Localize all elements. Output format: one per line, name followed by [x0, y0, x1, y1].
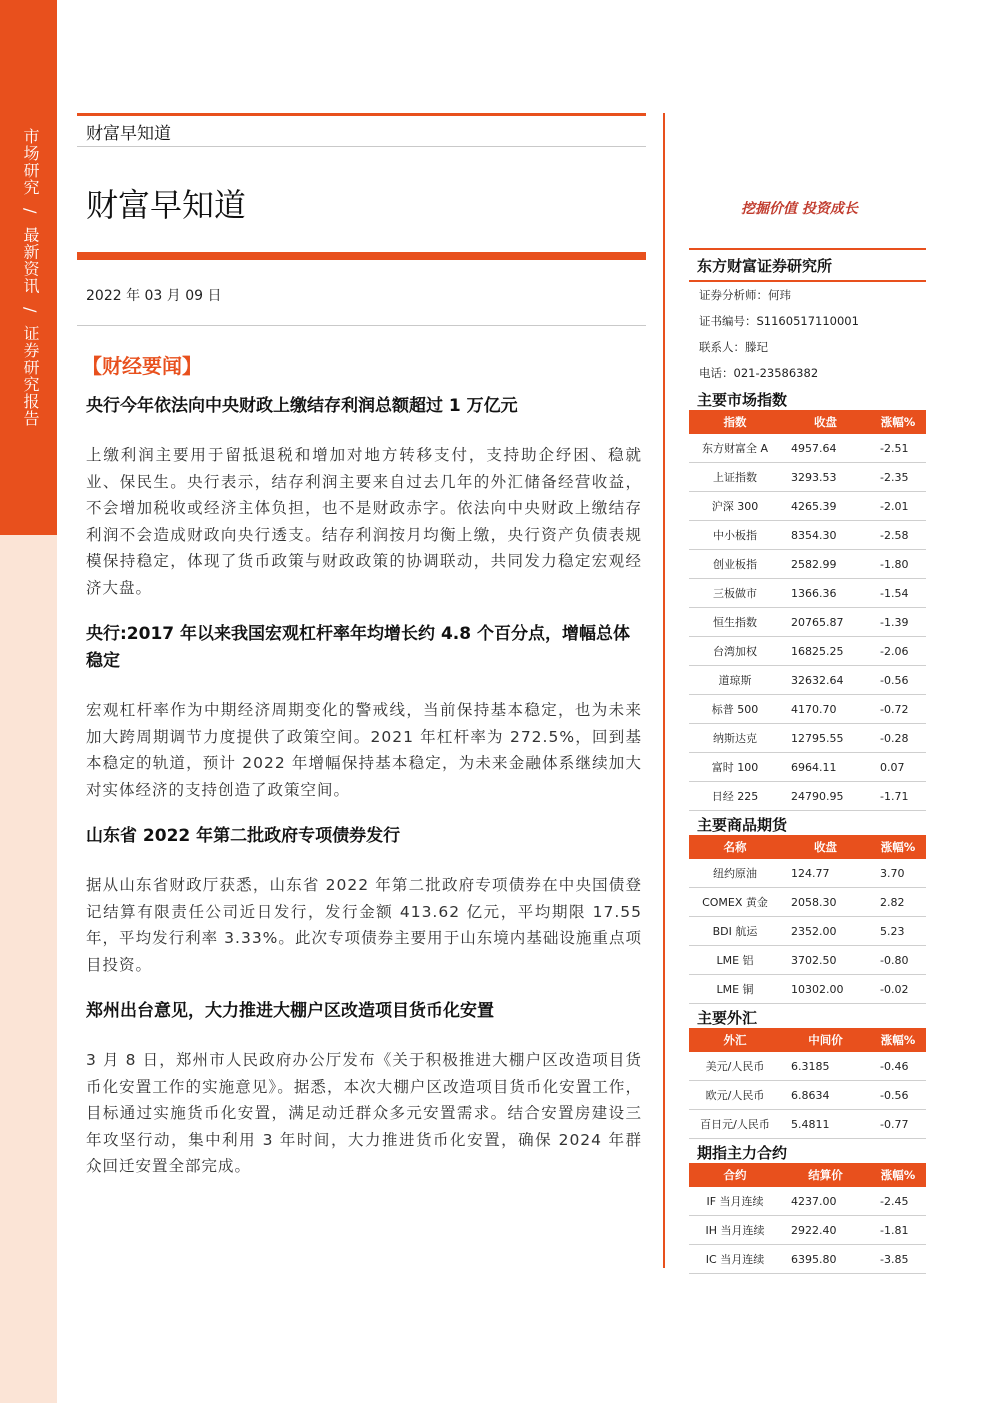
table-cell-value: 32632.64: [781, 666, 870, 695]
table-row: [689, 521, 926, 550]
side-label-part2: 最新资讯: [21, 226, 40, 295]
table-row: [689, 492, 926, 521]
news-title: 央行今年依法向中央财政上缴结存利润总额超过 1 万亿元: [86, 396, 518, 416]
table-cell-name: 富时 100: [689, 753, 781, 782]
table-cell-value: 16825.25: [781, 637, 870, 666]
table-cell-name: 欧元/人民币: [689, 1081, 781, 1110]
table-cell-change: -0.56: [870, 666, 926, 695]
table-header: 中间价: [781, 1028, 870, 1052]
table-title: 主要市场指数: [697, 391, 788, 409]
table-title: 期指主力合约: [697, 1144, 788, 1162]
header-rule: [77, 146, 646, 147]
news-title: 郑州出台意见，大力推进大棚户区改造项目货币化安置: [86, 1001, 494, 1021]
table-row: [689, 666, 926, 695]
table-cell-change: -0.80: [870, 946, 926, 975]
table-cell-name: LME 铝: [689, 946, 781, 975]
table-row: [689, 859, 926, 888]
table-row: [689, 695, 926, 724]
table-cell-name: 美元/人民币: [689, 1052, 781, 1081]
table-cell-name: IH 当月连续: [689, 1216, 781, 1245]
table-cell-name: 道琼斯: [689, 666, 781, 695]
table-cell-name: 台湾加权: [689, 637, 781, 666]
table-row: [689, 782, 926, 811]
table-cell-value: 8354.30: [781, 521, 870, 550]
table-row: [689, 1216, 926, 1245]
table-cell-value: 3702.50: [781, 946, 870, 975]
news-title: 山东省 2022 年第二批政府专项债券发行: [86, 826, 401, 846]
side-label-part3: 证券研究报告: [21, 325, 40, 428]
futures-table: [689, 1163, 926, 1274]
column-divider: [663, 113, 665, 1268]
table-cell-name: IC 当月连续: [689, 1245, 781, 1274]
news-body: 上缴利润主要用于留抵退税和增加对地方转移支付，支持助企纾困、稳就业、保民生。央行表示，结存利润主要来自过去几年的外汇储备经营收益，不会增加税收或经济主体负担，也不是财政赤字。依法向中央财政上缴结存利润不会造成财政向央行透支。结存利润按月均衡上缴，央行资产负债表规模保持稳定，体现了货币政策与财政政策的协调联动，共同发力稳定宏观经济大盘。: [86, 446, 642, 597]
table-cell-change: -3.85: [870, 1245, 926, 1274]
analyst-info: [689, 282, 926, 386]
table-cell-change: -0.02: [870, 975, 926, 1004]
table-cell-change: -1.39: [870, 608, 926, 637]
market-index-table: [689, 410, 926, 811]
page-title: 财富早知道: [86, 186, 247, 224]
table-cell-value: 6.8634: [781, 1081, 870, 1110]
table-cell-name: 百日元/人民币: [689, 1110, 781, 1139]
table-cell-name: 中小板指: [689, 521, 781, 550]
section-title: 【财经要闻】: [82, 354, 202, 378]
side-label: [19, 128, 42, 427]
report-date: 2022 年 03 月 09 日: [86, 288, 222, 304]
table-cell-change: -0.72: [870, 695, 926, 724]
table-cell-value: 1366.36: [781, 579, 870, 608]
right-column: [689, 248, 926, 1274]
table-cell-value: 10302.00: [781, 975, 870, 1004]
table-cell-change: -2.45: [870, 1187, 926, 1216]
table-cell-change: 3.70: [870, 859, 926, 888]
table-cell-value: 2922.40: [781, 1216, 870, 1245]
table-cell-change: -1.80: [870, 550, 926, 579]
table-cell-value: 4265.39: [781, 492, 870, 521]
table-header: 名称: [689, 835, 781, 859]
table-cell-name: 创业板指: [689, 550, 781, 579]
table-cell-name: LME 铜: [689, 975, 781, 1004]
side-label-sep: /: [21, 208, 40, 215]
side-label-sep: /: [21, 306, 40, 314]
table-cell-value: 2582.99: [781, 550, 870, 579]
table-cell-name: 三板做市: [689, 579, 781, 608]
table-cell-change: -2.35: [870, 463, 926, 492]
news-body: 宏观杠杆率作为中期经济周期变化的警戒线，当前保持基本稳定，也为未来加大跨周期调节力度提供了政策空间。2021 年杠杆率为 272.5%，回到基本稳定的轨道，预计 2022 年增幅保持基本稳定，为未来金融体系继续加大对实体经济的支持创造了政策空间。: [86, 701, 642, 799]
table-cell-value: 6964.11: [781, 753, 870, 782]
table-cell-value: 3293.53: [781, 463, 870, 492]
table-row: [689, 608, 926, 637]
table-header: 涨幅%: [870, 410, 926, 434]
table-cell-change: 0.07: [870, 753, 926, 782]
table-row: [689, 463, 926, 492]
table-header: 涨幅%: [870, 835, 926, 859]
title-bar: [77, 252, 646, 260]
table-cell-change: -2.58: [870, 521, 926, 550]
table-cell-name: 纳斯达克: [689, 724, 781, 753]
table-cell-value: 20765.87: [781, 608, 870, 637]
main-content: [82, 350, 642, 1200]
table-cell-name: 标普 500: [689, 695, 781, 724]
fx-table: [689, 1028, 926, 1139]
news-body: 3 月 8 日，郑州市人民政府办公厅发布《关于积极推进大棚户区改造项目货币化安置工作的实施意见》。据悉，本次大棚户区改造项目货币化安置工作，目标通过实施货币化安置，满足动迁群众多元安置需求。结合安置房建设三年攻坚行动，集中利用 3 年时间，大力推进货币化安置，确保 2024 年群众回迁安置全部完成。: [86, 1051, 642, 1175]
table-row: [689, 550, 926, 579]
table-header: 结算价: [781, 1163, 870, 1187]
table-row: [689, 888, 926, 917]
table-row: [689, 1081, 926, 1110]
table-row: [689, 1110, 926, 1139]
table-cell-name: 恒生指数: [689, 608, 781, 637]
table-header: 收盘: [781, 410, 870, 434]
contact: 联系人：滕玘: [699, 340, 768, 354]
news-body: 据从山东省财政厅获悉，山东省 2022 年第二批政府专项债券在中央国债登记结算有限责任公司近日发行，发行金额 413.62 亿元，平均期限 17.55 年，平均发行利率 3.33%。此次专项债券主要用于山东境内基础设施重点项目投资。: [86, 876, 642, 974]
table-cell-change: 2.82: [870, 888, 926, 917]
table-cell-name: BDI 航运: [689, 917, 781, 946]
table-row: [689, 753, 926, 782]
table-cell-change: -1.54: [870, 579, 926, 608]
slogan: 挖掘价值 投资成长: [741, 201, 858, 217]
table-header: 收盘: [781, 835, 870, 859]
table-cell-value: 124.77: [781, 859, 870, 888]
table-header: 合约: [689, 1163, 781, 1187]
table-cell-name: 纽约原油: [689, 859, 781, 888]
cert-number: 证书编号：S1160517110001: [699, 314, 859, 328]
table-cell-change: -0.77: [870, 1110, 926, 1139]
date-rule: [77, 325, 646, 326]
table-cell-value: 4170.70: [781, 695, 870, 724]
table-cell-name: 上证指数: [689, 463, 781, 492]
table-header: 外汇: [689, 1028, 781, 1052]
table-cell-change: -1.71: [870, 782, 926, 811]
commodity-table: [689, 835, 926, 1004]
news-title: 央行:2017 年以来我国宏观杠杆率年均增长约 4.8 个百分点，增幅总体稳定: [86, 624, 630, 671]
table-row: [689, 637, 926, 666]
table-cell-value: 4957.64: [781, 434, 870, 463]
table-cell-value: 4237.00: [781, 1187, 870, 1216]
table-cell-name: 沪深 300: [689, 492, 781, 521]
table-cell-change: -2.06: [870, 637, 926, 666]
table-cell-value: 12795.55: [781, 724, 870, 753]
side-band-light: [0, 535, 57, 1403]
table-cell-value: 24790.95: [781, 782, 870, 811]
phone: 电话：021-23586382: [699, 366, 819, 380]
table-cell-change: -2.01: [870, 492, 926, 521]
header-small-title: 财富早知道: [86, 124, 171, 144]
table-row: [689, 1187, 926, 1216]
table-cell-value: 5.4811: [781, 1110, 870, 1139]
table-cell-change: -0.46: [870, 1052, 926, 1081]
table-header: 涨幅%: [870, 1163, 926, 1187]
table-row: [689, 1245, 926, 1274]
table-row: [689, 724, 926, 753]
table-row: [689, 975, 926, 1004]
table-cell-value: 2352.00: [781, 917, 870, 946]
table-cell-change: -2.51: [870, 434, 926, 463]
side-label-part1: 市场研究: [21, 128, 40, 196]
table-cell-value: 6395.80: [781, 1245, 870, 1274]
table-row: [689, 579, 926, 608]
table-cell-change: -1.81: [870, 1216, 926, 1245]
table-row: [689, 1052, 926, 1081]
table-title: 主要商品期货: [697, 816, 788, 834]
table-row: [689, 917, 926, 946]
table-header: 涨幅%: [870, 1028, 926, 1052]
table-cell-name: 东方财富全 A: [689, 434, 781, 463]
table-cell-name: COMEX 黄金: [689, 888, 781, 917]
table-cell-value: 6.3185: [781, 1052, 870, 1081]
table-cell-change: -0.28: [870, 724, 926, 753]
table-cell-change: -0.56: [870, 1081, 926, 1110]
table-header: 指数: [689, 410, 781, 434]
org-name: 东方财富证券研究所: [697, 257, 833, 275]
table-cell-change: 5.23: [870, 917, 926, 946]
table-cell-name: IF 当月连续: [689, 1187, 781, 1216]
table-cell-name: 日经 225: [689, 782, 781, 811]
table-title: 主要外汇: [697, 1009, 758, 1027]
header-top-rule: [77, 113, 646, 116]
table-row: [689, 946, 926, 975]
analyst: 证券分析师：何玮: [699, 288, 791, 302]
table-cell-value: 2058.30: [781, 888, 870, 917]
table-row: [689, 434, 926, 463]
